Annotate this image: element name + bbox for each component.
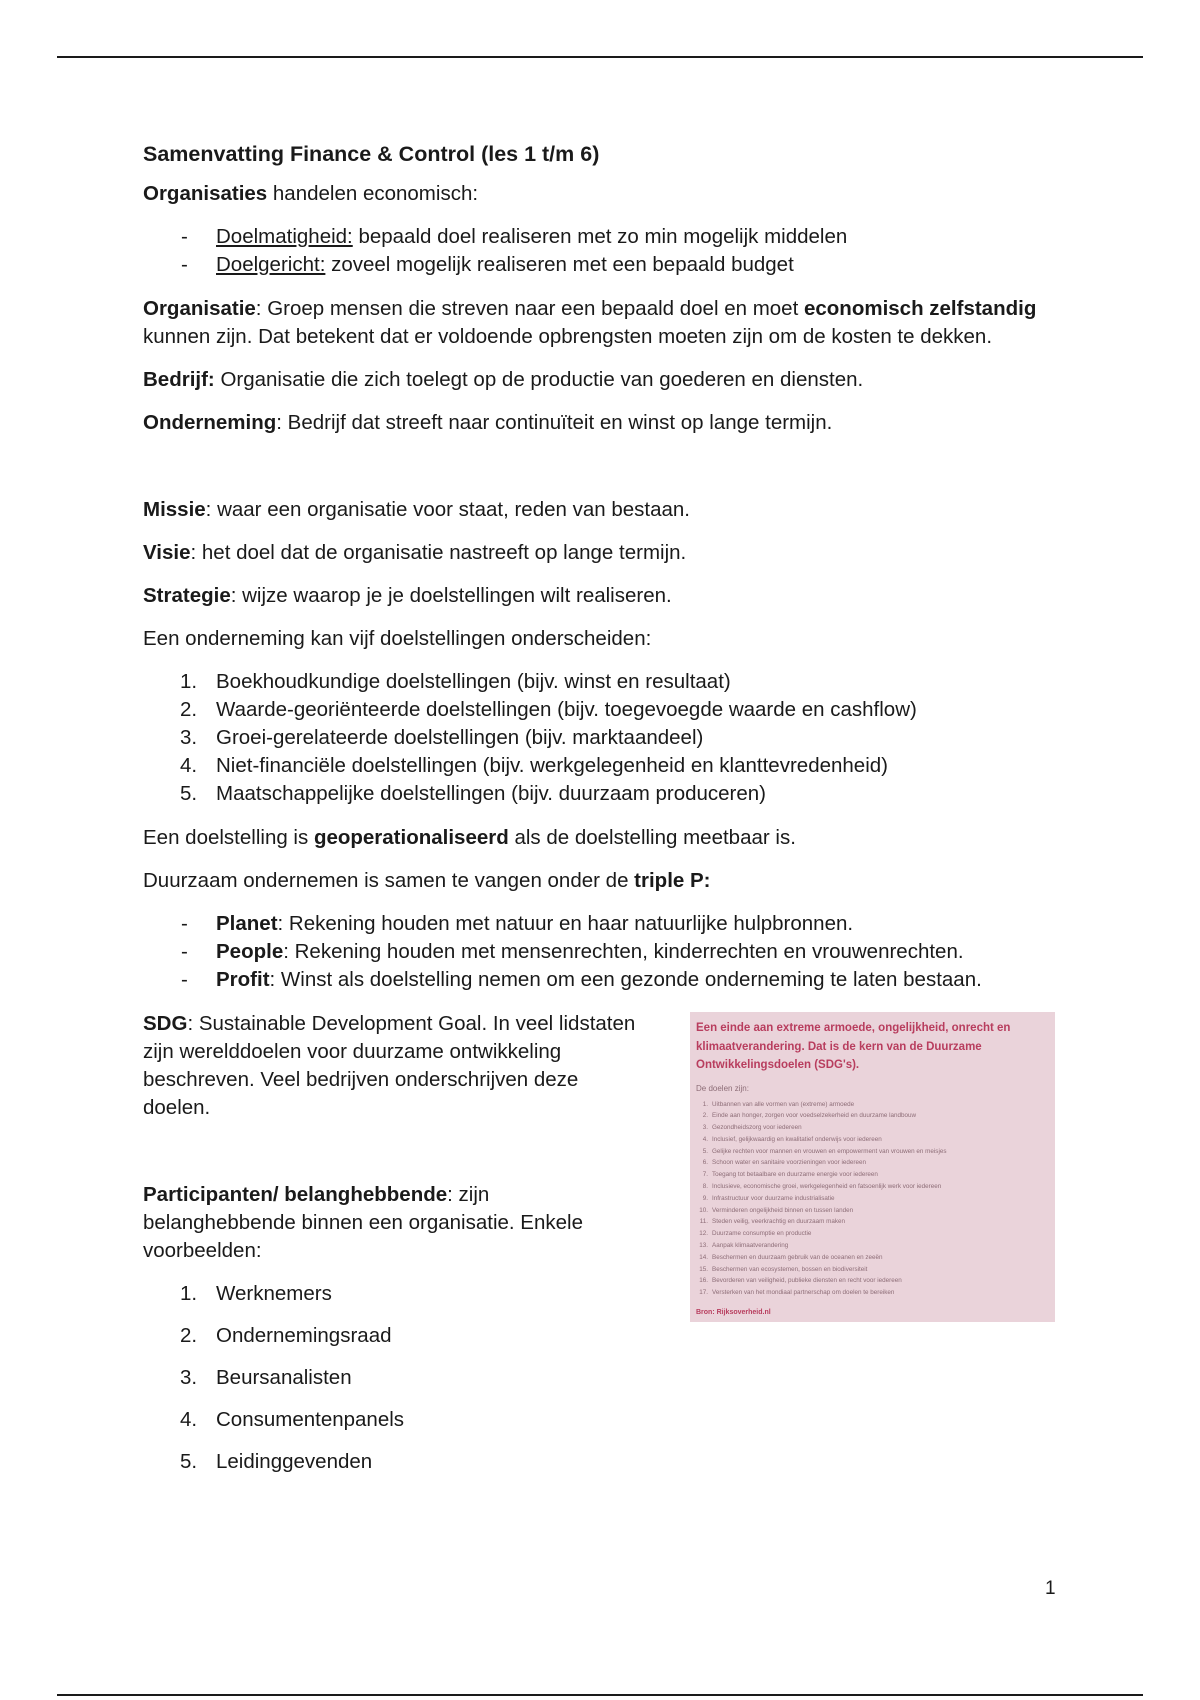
sdg-goals-list: [696, 1099, 1051, 1300]
text: : waar een organisatie voor staat, reden van bestaan.: [205, 498, 691, 521]
missie-paragraph: [143, 496, 1063, 524]
text: Gelijke rechten voor mannen en vrouwen en empowerment van vrouwen en meisjes: [712, 1147, 947, 1155]
text: Organisatie die zich toelegt op de productie van goederen en diensten.: [214, 368, 864, 391]
text: zoveel mogelijk realiseren met een bepaald budget: [325, 253, 794, 276]
sdg-section: [143, 1010, 1063, 1490]
onderneming-paragraph: [143, 409, 1063, 437]
item-number: 7.: [702, 1171, 708, 1179]
text: Aanpak klimaatverandering: [712, 1242, 789, 1250]
text: Beursanalisten: [216, 1366, 352, 1389]
organisaties-paragraph: [143, 180, 1063, 208]
text: Verminderen ongelijkheid binnen en tussen landen: [712, 1206, 854, 1214]
doelstellingen-intro: Een onderneming kan vijf doelstellingen onderscheiden:: [143, 627, 652, 650]
item-number: 10.: [699, 1206, 708, 1214]
item-number: 11.: [699, 1218, 708, 1226]
text: Schoon water en sanitaire voorzieningen voor iedereen: [712, 1159, 867, 1167]
list-item: [143, 752, 1063, 780]
bottom-rule: [57, 1694, 1143, 1696]
term: SDG: [143, 1012, 188, 1035]
item-number: 13.: [699, 1242, 708, 1250]
handelen-list: [143, 223, 1063, 279]
list-item: [696, 1240, 1051, 1252]
text: Toegang tot betaalbare en duurzame energie voor iedereen: [712, 1171, 878, 1179]
list-item: [143, 251, 1063, 279]
term: Organisatie: [143, 297, 256, 320]
list-item: [143, 1406, 643, 1434]
term: Organisaties: [143, 182, 268, 205]
term: Visie: [143, 541, 191, 564]
list-item: [143, 966, 1063, 994]
text: Duurzame consumptie en productie: [712, 1230, 812, 1238]
text: : het doel dat de organisatie nastreeft op lange termijn.: [190, 541, 687, 564]
strategie-paragraph: [143, 582, 1063, 610]
item-number: 1.: [180, 670, 198, 693]
sdg-box-source: Bron: Rijksoverheid.nl: [696, 1309, 771, 1317]
text: : Rekening houden met mensenrechten, kinderrechten en vrouwenrechten.: [283, 940, 964, 963]
list-item: [143, 696, 1063, 724]
item-number: 5.: [180, 1450, 198, 1473]
item-number: 6.: [702, 1159, 708, 1167]
list-item: [143, 1448, 643, 1476]
list-item: [696, 1099, 1051, 1111]
list-item: [143, 724, 1063, 752]
voorbeelden-list: [143, 1280, 643, 1476]
page-number: 1: [1045, 1578, 1056, 1599]
list-item: [143, 1280, 643, 1308]
list-item: [696, 1110, 1051, 1122]
list-item: [696, 1146, 1051, 1158]
list-item: [696, 1216, 1051, 1228]
page-title: Samenvatting Finance & Control (les 1 t/m 6): [143, 142, 600, 166]
text: Leidinggevenden: [216, 1450, 373, 1473]
list-item: [696, 1275, 1051, 1287]
text: Boekhoudkundige doelstellingen (bijv. winst en resultaat): [216, 670, 731, 693]
item-number: 5.: [702, 1147, 708, 1155]
doelstellingen-list: [143, 668, 1063, 808]
participanten-paragraph: [143, 1181, 643, 1265]
text: als de doelstelling meetbaar is.: [508, 826, 796, 849]
item-number: 14.: [699, 1253, 708, 1261]
item-number: 2.: [180, 698, 198, 721]
term: Missie: [143, 498, 206, 521]
item-number: 4.: [180, 1408, 198, 1431]
text: Beschermen van ecosystemen, bossen en biodiversiteit: [712, 1265, 868, 1273]
list-item: [696, 1252, 1051, 1264]
sdg-paragraph: [143, 1010, 643, 1122]
bold-text: triple P:: [634, 869, 711, 892]
text: Groei-gerelateerde doelstellingen (bijv. marktaandeel): [216, 726, 704, 749]
list-item: [143, 223, 1063, 251]
item-number: 3.: [180, 1366, 198, 1389]
text: Maatschappelijke doelstellingen (bijv. duurzaam produceren): [216, 782, 767, 805]
item-number: 3.: [180, 726, 198, 749]
text: bepaald doel realiseren met zo min mogelijk middelen: [352, 225, 848, 248]
text: Gezondheidszorg voor iedereen: [712, 1124, 802, 1132]
item-number: 3.: [702, 1124, 708, 1132]
item-number: 1.: [702, 1100, 708, 1108]
text: Inclusief, gelijkwaardig en kwalitatief onderwijs voor iedereen: [712, 1135, 882, 1143]
spacer: [143, 452, 1063, 496]
text: Uitbannen van alle vormen van (extreme) armoede: [712, 1100, 855, 1108]
term: Doelgericht:: [216, 253, 326, 276]
list-item: [143, 668, 1063, 696]
item-number: 15.: [699, 1265, 708, 1273]
list-item: [696, 1287, 1051, 1299]
text: : Rekening houden met natuur en haar natuurlijke hulpbronnen.: [277, 912, 854, 935]
text: Versterken van het mondiaal partnerschap om doelen te bereiken: [712, 1289, 895, 1297]
bold-text: geoperationaliseerd: [313, 826, 509, 849]
triple-p-list: [143, 910, 1063, 994]
list-item: [696, 1264, 1051, 1276]
item-number: 4.: [180, 754, 198, 777]
list-item: [143, 1322, 643, 1350]
list-item: [143, 938, 1063, 966]
list-item: [696, 1193, 1051, 1205]
bold-text: economisch zelfstandig: [803, 297, 1037, 320]
text: : zijn belanghebbende binnen een organisatie. Enkele voorbeelden:: [143, 1183, 583, 1262]
item-number: 1.: [180, 1282, 198, 1305]
term: People: [216, 940, 284, 963]
sdg-info-image: [690, 1012, 1055, 1322]
list-item: [696, 1134, 1051, 1146]
sdg-text-column: [143, 1010, 643, 1492]
text: handelen economisch:: [267, 182, 479, 205]
item-number: 4.: [702, 1135, 708, 1143]
item-number: 17.: [699, 1289, 708, 1297]
term: Profit: [216, 968, 270, 991]
list-item: [143, 910, 1063, 938]
text: Waarde-georiënteerde doelstellingen (bijv. toegevoegde waarde en cashflow): [216, 698, 917, 721]
item-number: 2.: [702, 1112, 708, 1120]
text: Ondernemingsraad: [216, 1324, 392, 1347]
item-number: 12.: [699, 1230, 708, 1238]
list-item: [696, 1169, 1051, 1181]
term: Strategie: [143, 584, 231, 607]
item-number: 9.: [702, 1194, 708, 1202]
sdg-box-intro: De doelen zijn:: [696, 1083, 749, 1093]
list-item: [143, 1364, 643, 1392]
text: Een doelstelling is: [143, 826, 314, 849]
item-number: 8.: [702, 1183, 708, 1191]
list-item: [696, 1122, 1051, 1134]
term: Planet: [216, 912, 278, 935]
term: Participanten/ belanghebbende: [143, 1183, 448, 1206]
list-item: [696, 1157, 1051, 1169]
text: : Winst als doelstelling nemen om een gezonde onderneming te laten bestaan.: [269, 968, 982, 991]
spacer: [143, 1137, 643, 1181]
text: Beschermen en duurzaam gebruik van de oceanen en zeeën: [712, 1253, 883, 1261]
list-item: [696, 1228, 1051, 1240]
item-number: 5.: [180, 782, 198, 805]
text: : wijze waarop je je doelstellingen wilt realiseren.: [230, 584, 672, 607]
item-number: 16.: [699, 1277, 708, 1285]
item-number: 2.: [180, 1324, 198, 1347]
visie-paragraph: [143, 539, 1063, 567]
bedrijf-paragraph: [143, 366, 1063, 394]
top-rule: [57, 56, 1143, 58]
document-page: [143, 140, 1063, 1490]
term: Doelmatigheid:: [216, 225, 353, 248]
list-item: [696, 1181, 1051, 1193]
triple-p-intro: [143, 867, 1063, 895]
term: Bedrijf:: [143, 368, 215, 391]
text: kunnen zijn. Dat betekent dat er voldoende opbrengsten moeten zijn om de kosten te dekken.: [143, 325, 993, 348]
text: : Sustainable Development Goal. In veel lidstaten zijn werelddoelen voor duurzame ontwikkeling beschreven. Veel bedrijven onderschrijven deze doelen.: [143, 1012, 636, 1119]
text: Infrastructuur voor duurzame industrialisatie: [712, 1194, 835, 1202]
text: Inclusieve, economische groei, werkgelegenheid en fatsoenlijk werk voor iedereen: [712, 1183, 942, 1191]
text: Bevorderen van veiligheid, publieke diensten en recht voor iedereen: [712, 1277, 902, 1285]
text: : Bedrijf dat streeft naar continuïteit en winst op lange termijn.: [276, 411, 833, 434]
text: : Groep mensen die streven naar een bepaald doel en moet: [255, 297, 804, 320]
list-item: [696, 1205, 1051, 1217]
text: Consumentenpanels: [216, 1408, 405, 1431]
text: Steden veilig, veerkrachtig en duurzaam maken: [712, 1218, 846, 1226]
organisatie-paragraph: [143, 295, 1063, 351]
term: Onderneming: [143, 411, 277, 434]
text: Werknemers: [216, 1282, 332, 1305]
text: Duurzaam ondernemen is samen te vangen onder de: [143, 869, 635, 892]
geoperationaliseerd-paragraph: [143, 824, 1063, 852]
list-item: [143, 780, 1063, 808]
text: Einde aan honger, zorgen voor voedselzekerheid en duurzame landbouw: [712, 1112, 917, 1120]
sdg-box-heading: Een einde aan extreme armoede, ongelijkheid, onrecht en klimaatverandering. Dat is de kern van de Duurzame Ontwikkelingsdoelen (SDG's).: [696, 1022, 1011, 1071]
text: Niet-financiële doelstellingen (bijv. werkgelegenheid en klanttevredenheid): [216, 754, 888, 777]
